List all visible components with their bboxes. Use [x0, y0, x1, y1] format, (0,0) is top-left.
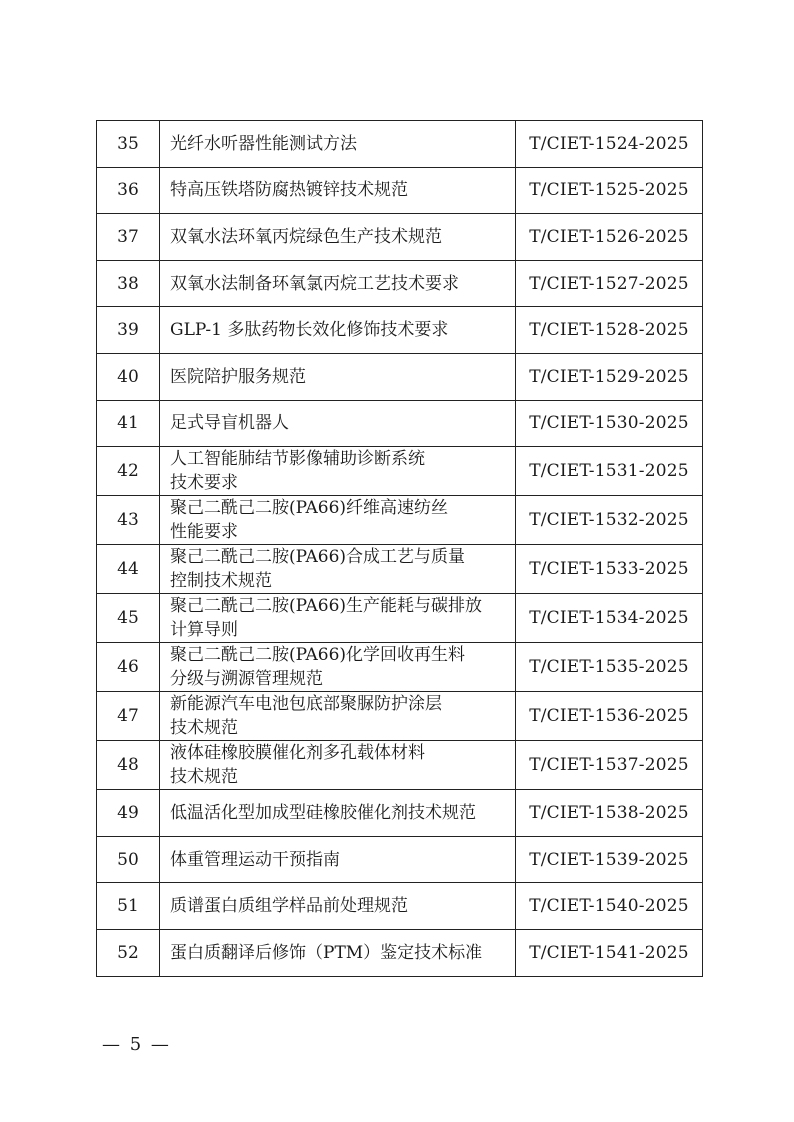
table-row	[97, 883, 703, 930]
standard-code: T/CIET-1540-2025	[516, 883, 703, 930]
row-number: 51	[97, 883, 160, 930]
standard-name-line: 技术规范	[170, 767, 238, 788]
table-row	[97, 594, 703, 643]
row-number: 52	[97, 929, 160, 976]
row-number: 42	[97, 447, 160, 496]
row-number: 50	[97, 836, 160, 883]
standard-name-line: 聚己二酰己二胺(PA66)生产能耗与碳排放	[170, 596, 483, 617]
standard-name-line: 液体硅橡胶膜催化剂多孔载体材料	[170, 743, 425, 764]
standard-name	[160, 929, 516, 976]
standard-name	[160, 447, 516, 496]
standard-code: T/CIET-1537-2025	[516, 741, 703, 790]
standard-name-line: 性能要求	[170, 522, 238, 543]
table-row	[97, 167, 703, 214]
row-number: 46	[97, 643, 160, 692]
row-number: 45	[97, 594, 160, 643]
standard-name-line: 控制技术规范	[170, 571, 272, 592]
standard-name-line: GLP-1 多肽药物长效化修饰技术要求	[170, 320, 449, 341]
table-body	[97, 121, 703, 977]
standard-code: T/CIET-1539-2025	[516, 836, 703, 883]
standard-name	[160, 790, 516, 837]
row-number: 47	[97, 692, 160, 741]
standard-name	[160, 214, 516, 261]
standard-name-line: 技术要求	[170, 473, 238, 494]
standard-name	[160, 260, 516, 307]
standards-table	[96, 120, 703, 977]
standard-name	[160, 692, 516, 741]
standard-code: T/CIET-1526-2025	[516, 214, 703, 261]
table-row	[97, 353, 703, 400]
standard-code: T/CIET-1536-2025	[516, 692, 703, 741]
standard-name-line: 聚己二酰己二胺(PA66)化学回收再生料	[170, 645, 466, 666]
standard-name	[160, 400, 516, 447]
standard-name	[160, 594, 516, 643]
standard-name	[160, 496, 516, 545]
page-number: — 5 —	[102, 1034, 171, 1055]
standard-code: T/CIET-1532-2025	[516, 496, 703, 545]
row-number: 41	[97, 400, 160, 447]
standard-code: T/CIET-1524-2025	[516, 121, 703, 168]
standard-name-line: 足式导盲机器人	[170, 413, 289, 434]
table-row	[97, 643, 703, 692]
table-row	[97, 307, 703, 354]
standard-name-line: 新能源汽车电池包底部聚脲防护涂层	[170, 694, 442, 715]
row-number: 39	[97, 307, 160, 354]
standard-name	[160, 307, 516, 354]
standard-name-line: 光纤水听器性能测试方法	[170, 133, 357, 154]
standard-code: T/CIET-1541-2025	[516, 929, 703, 976]
table-row	[97, 545, 703, 594]
standard-code: T/CIET-1538-2025	[516, 790, 703, 837]
standard-name-line: 特高压铁塔防腐热镀锌技术规范	[170, 180, 408, 201]
standard-name-line: 聚己二酰己二胺(PA66)纤维高速纺丝	[170, 498, 449, 519]
table-row	[97, 790, 703, 837]
table-row	[97, 929, 703, 976]
standard-name	[160, 167, 516, 214]
row-number: 40	[97, 353, 160, 400]
row-number: 36	[97, 167, 160, 214]
standard-code: T/CIET-1533-2025	[516, 545, 703, 594]
standard-name-line: 聚己二酰己二胺(PA66)合成工艺与质量	[170, 547, 466, 568]
standard-code: T/CIET-1530-2025	[516, 400, 703, 447]
standard-name-line: 低温活化型加成型硅橡胶催化剂技术规范	[170, 802, 476, 823]
row-number: 49	[97, 790, 160, 837]
row-number: 38	[97, 260, 160, 307]
standard-name	[160, 836, 516, 883]
table-row	[97, 741, 703, 790]
row-number: 48	[97, 741, 160, 790]
standard-code: T/CIET-1535-2025	[516, 643, 703, 692]
standard-name-line: 双氧水法制备环氧氯丙烷工艺技术要求	[170, 273, 459, 294]
row-number: 37	[97, 214, 160, 261]
table-row	[97, 260, 703, 307]
row-number: 44	[97, 545, 160, 594]
row-number: 35	[97, 121, 160, 168]
table-row	[97, 447, 703, 496]
standard-name-line: 计算导则	[170, 620, 238, 641]
standard-name-line: 技术规范	[170, 718, 238, 739]
table-row	[97, 692, 703, 741]
table-row	[97, 121, 703, 168]
standard-name	[160, 353, 516, 400]
standard-code: T/CIET-1528-2025	[516, 307, 703, 354]
table-row	[97, 836, 703, 883]
standard-name	[160, 643, 516, 692]
table-row	[97, 496, 703, 545]
standard-name-line: 质谱蛋白质组学样品前处理规范	[170, 896, 408, 917]
standard-name-line: 分级与溯源管理规范	[170, 669, 323, 690]
standard-name	[160, 121, 516, 168]
table-row	[97, 214, 703, 261]
standard-name-line: 蛋白质翻译后修饰（PTM）鉴定技术标准	[170, 942, 483, 963]
standard-code: T/CIET-1529-2025	[516, 353, 703, 400]
standard-code: T/CIET-1531-2025	[516, 447, 703, 496]
standard-name-line: 人工智能肺结节影像辅助诊断系统	[170, 449, 425, 470]
standard-name-line: 双氧水法环氧丙烷绿色生产技术规范	[170, 226, 442, 247]
row-number: 43	[97, 496, 160, 545]
standard-name-line: 医院陪护服务规范	[170, 366, 306, 387]
standard-code: T/CIET-1525-2025	[516, 167, 703, 214]
standard-name-line: 体重管理运动干预指南	[170, 849, 340, 870]
standard-name	[160, 741, 516, 790]
standard-name	[160, 545, 516, 594]
table-row	[97, 400, 703, 447]
standard-name	[160, 883, 516, 930]
standard-code: T/CIET-1527-2025	[516, 260, 703, 307]
standard-code: T/CIET-1534-2025	[516, 594, 703, 643]
